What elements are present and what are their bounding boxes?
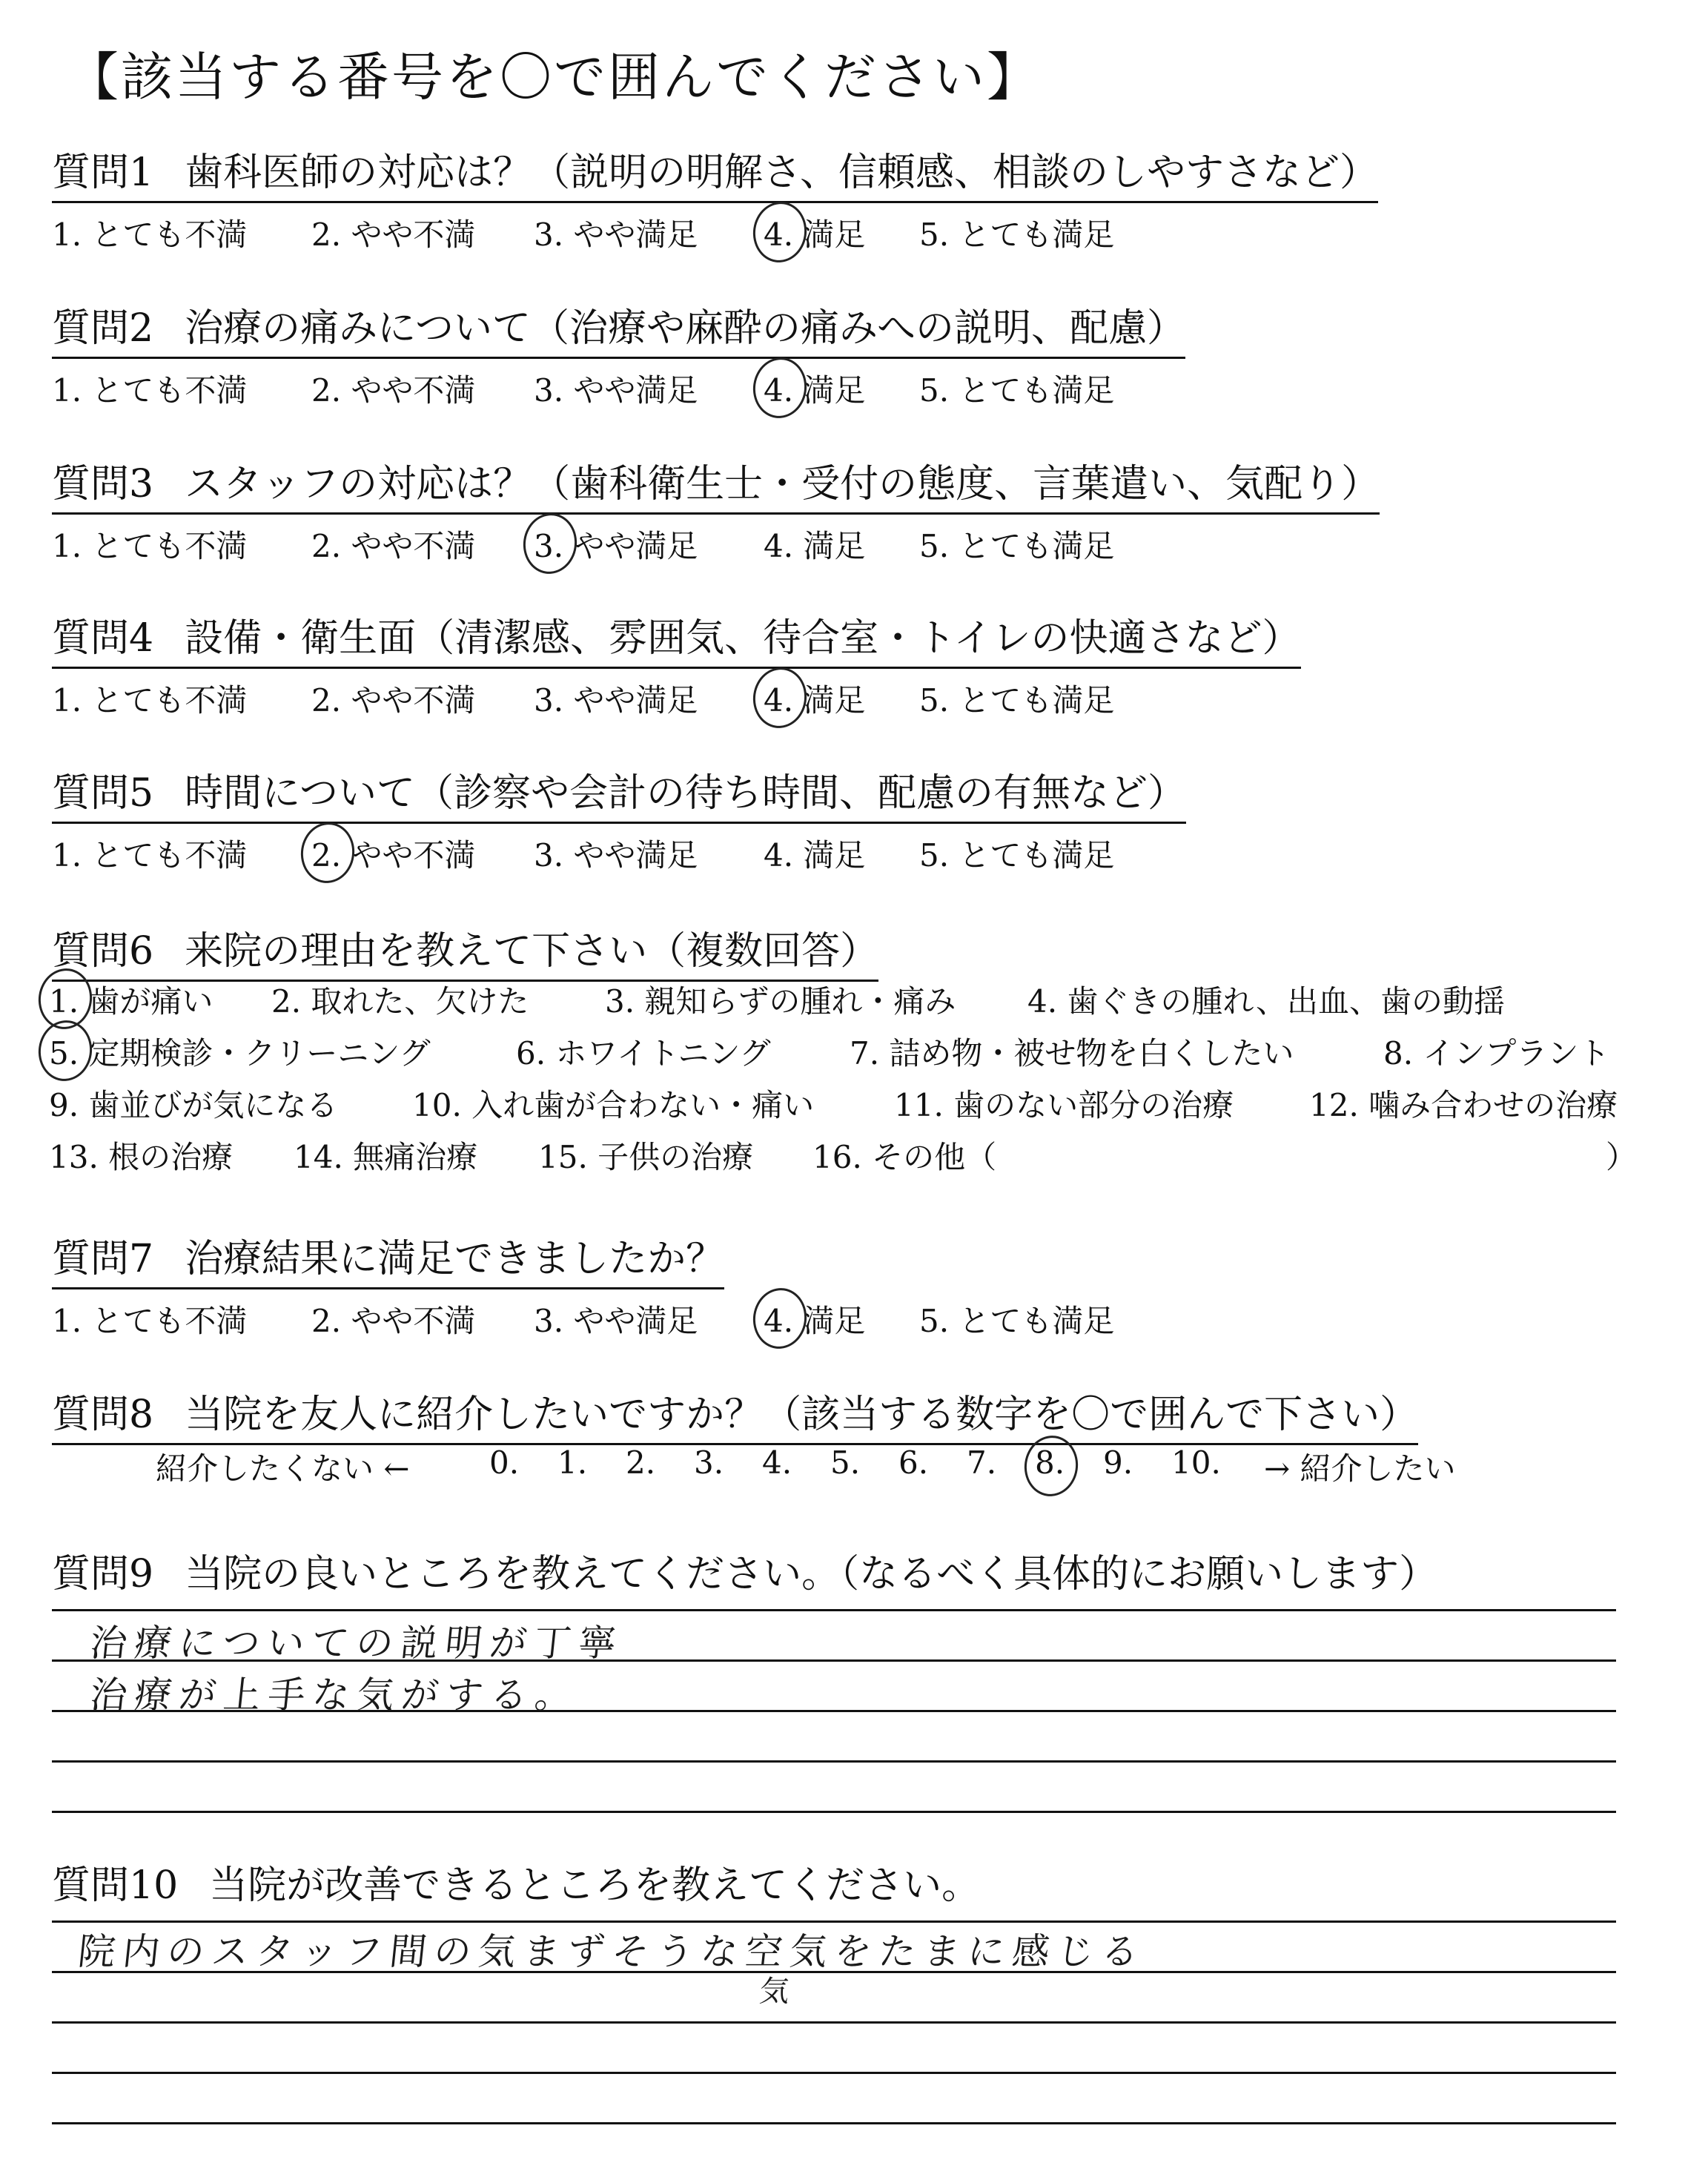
question-10 <box>52 1854 980 1909</box>
question-text: スタッフの対応は？（歯科衛生士・受付の態度、言葉遣い、気配り） <box>185 462 1380 506</box>
question-1 <box>52 141 1378 262</box>
question-text: 治療の痛みについて（治療や麻酔の痛みへの説明、配慮） <box>185 306 1186 351</box>
scale-8-circled[interactable]: 8. <box>1035 1444 1065 1481</box>
option-3[interactable]: 3. やや満足 <box>534 372 698 409</box>
question-9-title <box>52 1542 1437 1598</box>
scale-10[interactable]: 10. <box>1171 1444 1221 1481</box>
option-9[interactable]: 9. 歯並びが気になる <box>49 1087 338 1123</box>
option-5-circled[interactable]: 5. 定期検診・クリーニング <box>49 1029 431 1074</box>
option-4-circled[interactable]: 4. 満足 <box>764 1297 865 1341</box>
question-number: 質問5 <box>52 771 154 816</box>
scale-left-label: 紹介したくない ← <box>156 1450 410 1487</box>
answer-line <box>52 1811 1616 1813</box>
question-5-title <box>52 762 1186 824</box>
question-number: 質問8 <box>52 1393 154 1437</box>
question-4-title <box>52 607 1301 669</box>
answer-options <box>52 1297 1115 1349</box>
question-text: 歯科医師の対応は？（説明の明解さ、信頼感、相談のしやすさなど） <box>185 151 1379 195</box>
option-4-circled[interactable]: 4. 満足 <box>764 211 865 255</box>
option-1[interactable]: 1. とても不満 <box>52 528 248 564</box>
option-2[interactable]: 2. やや不満 <box>311 217 476 253</box>
scale-2[interactable]: 2. <box>626 1444 656 1481</box>
option-4[interactable]: 4. 歯ぐきの腫れ、出血、歯の動揺 <box>1027 983 1505 1020</box>
question-number: 質問10 <box>52 1863 179 1908</box>
scale-6[interactable]: 6. <box>898 1444 929 1481</box>
question-9 <box>52 1542 1437 1598</box>
option-4-circled[interactable]: 4. 満足 <box>764 676 865 721</box>
question-5 <box>52 762 1186 883</box>
question-number: 質問1 <box>52 151 154 195</box>
option-1[interactable]: 1. とても不満 <box>52 837 248 873</box>
option-5[interactable]: 5. とても満足 <box>919 837 1115 873</box>
option-1[interactable]: 1. とても不満 <box>52 1303 248 1339</box>
option-8[interactable]: 8. インプラント <box>1383 1035 1610 1071</box>
option-3-circled[interactable]: 3. やや満足 <box>534 522 698 567</box>
question-text: 当院が改善できるところを教えてください。 <box>209 1863 981 1908</box>
question-text: 来院の理由を教えて下さい（複数回答） <box>185 929 879 974</box>
option-2[interactable]: 2. やや不満 <box>311 528 476 564</box>
question-3 <box>52 452 1380 574</box>
question-2-title <box>52 297 1185 359</box>
question-number: 質問6 <box>52 929 154 974</box>
option-5[interactable]: 5. とても満足 <box>919 1303 1115 1339</box>
option-11[interactable]: 11. 歯のない部分の治療 <box>894 1087 1234 1123</box>
question-2 <box>52 297 1185 418</box>
option-1[interactable]: 1. とても不満 <box>52 217 248 253</box>
option-2-circled[interactable]: 2. やや不満 <box>311 831 475 876</box>
option-1-circled[interactable]: 1. 歯が痛い <box>49 977 213 1022</box>
question-6-title <box>52 919 878 982</box>
scale-3[interactable]: 3. <box>694 1444 724 1481</box>
scale-5[interactable]: 5. <box>830 1444 861 1481</box>
question-text: 時間について（診察や会計の待ち時間、配慮の有無など） <box>185 771 1187 816</box>
option-4[interactable]: 4. 満足 <box>764 528 866 564</box>
option-1[interactable]: 1. とても不満 <box>52 372 248 409</box>
answer-line <box>52 1609 1616 1611</box>
question-text: 当院の良いところを教えてください。（なるべく具体的にお願いします） <box>185 1552 1438 1596</box>
option-3[interactable]: 3. やや満足 <box>534 217 698 253</box>
question-4 <box>52 607 1301 728</box>
answer-options <box>52 676 1301 728</box>
question-1-title <box>52 141 1378 203</box>
question-8-title <box>52 1383 1418 1445</box>
other-close-paren: ） <box>1606 1139 1638 1175</box>
option-14[interactable]: 14. 無痛治療 <box>294 1139 478 1175</box>
question-text: 治療結果に満足できましたか？ <box>185 1237 725 1281</box>
option-5[interactable]: 5. とても満足 <box>919 528 1115 564</box>
question-number: 質問2 <box>52 306 154 351</box>
option-15[interactable]: 15. 子供の治療 <box>538 1139 754 1175</box>
option-2[interactable]: 2. やや不満 <box>311 682 476 719</box>
option-2[interactable]: 2. 取れた、欠けた <box>271 983 529 1020</box>
scale-9[interactable]: 9. <box>1103 1444 1133 1481</box>
option-13[interactable]: 13. 根の治療 <box>49 1139 234 1175</box>
answer-options <box>52 366 1185 418</box>
question-3-title <box>52 452 1380 515</box>
question-text: 設備・衛生面（清潔感、雰囲気、待合室・トイレの快適さなど） <box>185 616 1301 661</box>
option-4[interactable]: 4. 満足 <box>764 837 866 873</box>
option-3[interactable]: 3. やや満足 <box>534 1303 698 1339</box>
scale-7[interactable]: 7. <box>967 1444 997 1481</box>
scale-0[interactable]: 0. <box>489 1444 520 1481</box>
option-12[interactable]: 12. 噛み合わせの治療 <box>1309 1087 1618 1123</box>
question-10-title <box>52 1854 980 1909</box>
answer-options <box>52 211 1378 262</box>
option-2[interactable]: 2. やや不満 <box>311 372 476 409</box>
handwritten-correction: 気 <box>758 1975 795 2009</box>
question-number: 質問4 <box>52 616 154 661</box>
handwritten-answer-line-2: 治療が上手な気がする。 <box>87 1674 582 1717</box>
scale-right-label: → 紹介したい <box>1264 1450 1456 1487</box>
option-7[interactable]: 7. 詰め物・被せ物を白くしたい <box>850 1035 1294 1071</box>
question-number: 質問3 <box>52 462 154 506</box>
question-text: 当院を友人に紹介したいですか？（該当する数字を〇で囲んで下さい） <box>185 1393 1419 1437</box>
answer-options <box>52 522 1380 574</box>
answer-line <box>52 2021 1616 2024</box>
question-7-title <box>52 1227 724 1289</box>
handwritten-answer-line-1: 治療についての説明が丁寧 <box>87 1622 626 1665</box>
answer-line <box>52 1760 1616 1763</box>
option-2[interactable]: 2. やや不満 <box>311 1303 476 1339</box>
option-16-other[interactable]: 16. その他（ <box>812 1139 997 1175</box>
option-5[interactable]: 5. とても満足 <box>919 372 1115 409</box>
option-4-circled[interactable]: 4. 満足 <box>764 366 865 411</box>
question-6 <box>52 919 878 982</box>
scale-4[interactable]: 4. <box>762 1444 792 1481</box>
handwritten-answer-line-1: 院内のスタッフ間の気まずそうな空気をたまに感じる <box>76 1930 1148 1973</box>
answer-line <box>52 2122 1616 2124</box>
answer-options <box>52 831 1186 883</box>
option-3[interactable]: 3. 親知らずの腫れ・痛み <box>605 983 956 1020</box>
option-5[interactable]: 5. とても満足 <box>919 682 1115 719</box>
option-10[interactable]: 10. 入れ歯が合わない・痛い <box>412 1087 815 1123</box>
question-number: 質問9 <box>52 1552 154 1596</box>
question-8 <box>52 1383 1418 1445</box>
scale-1[interactable]: 1. <box>557 1444 588 1481</box>
option-3[interactable]: 3. やや満足 <box>534 682 698 719</box>
option-3[interactable]: 3. やや満足 <box>534 837 698 873</box>
question-7 <box>52 1227 1115 1349</box>
option-1[interactable]: 1. とても不満 <box>52 682 248 719</box>
instruction-header: 【該当する番号を〇で囲んでください】 <box>67 47 1041 108</box>
question-number: 質問7 <box>52 1237 154 1281</box>
option-6[interactable]: 6. ホワイトニング <box>516 1035 771 1071</box>
answer-line <box>52 2072 1616 2074</box>
option-5[interactable]: 5. とても満足 <box>919 217 1115 253</box>
